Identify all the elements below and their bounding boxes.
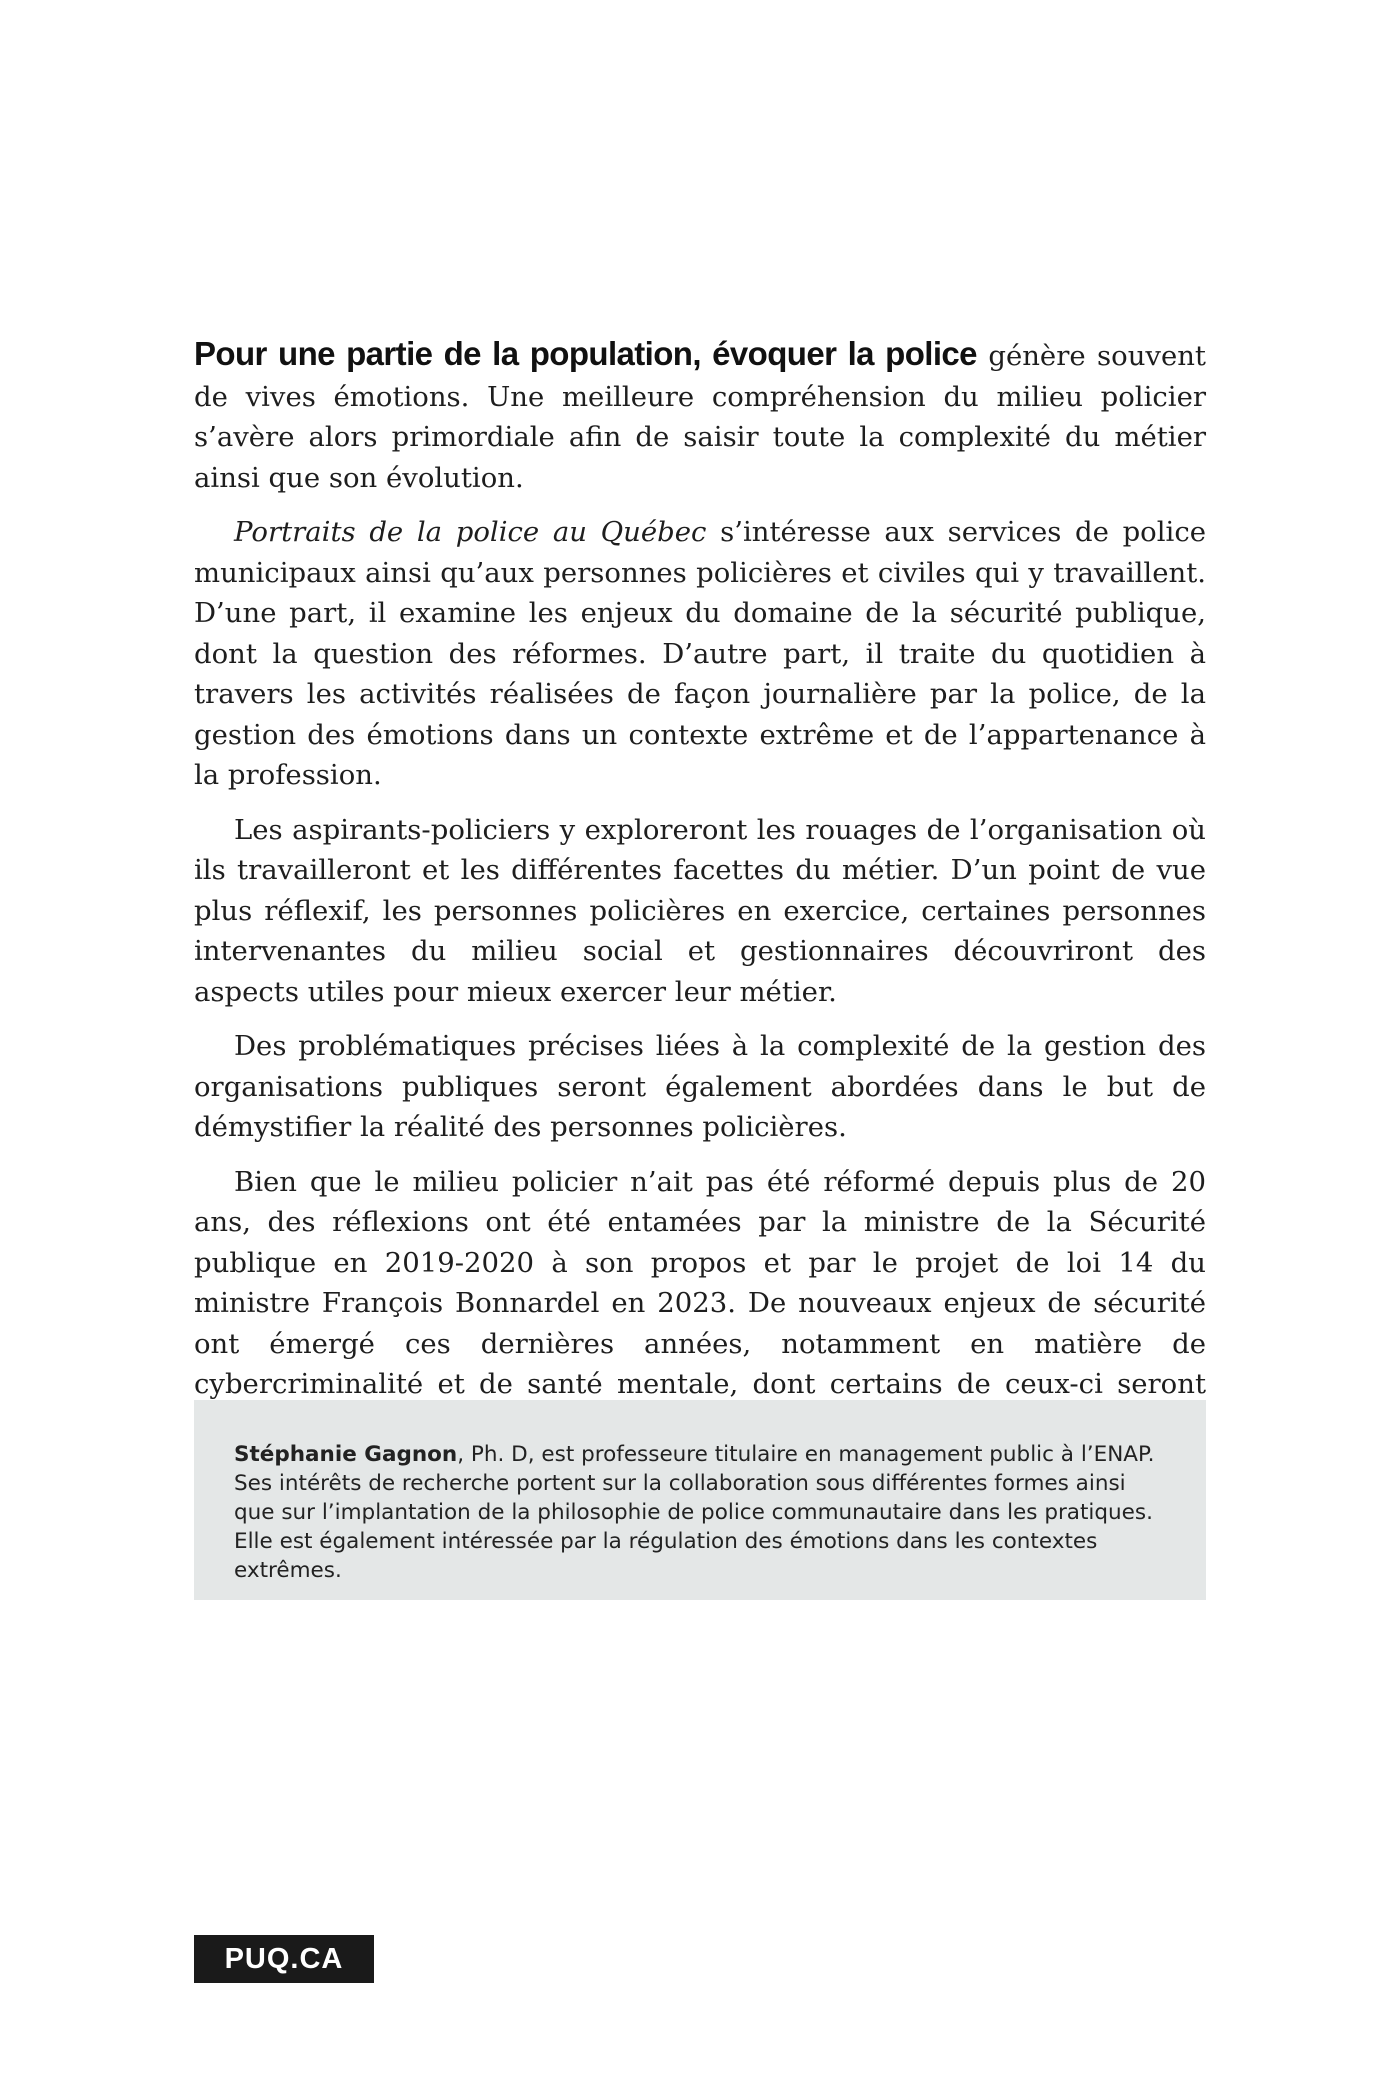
author-bio-text: , Ph. D, est professeure titulaire en management public à l’ENAP. Ses intérêts de recherche portent sur la collaboration sous différentes formes ainsi que sur l’implantation de la philosophie de police communautaire dans les pratiques. Elle est également intéressée par la régulation des émotions dans les contextes extrêmes. bbox=[234, 1442, 1155, 1583]
paragraph-context: Bien que le milieu policier n’ait pas été réformé depuis plus de 20 ans, des réflexions ont été entamées par la ministre de la Sécurité publique en 2019-2020 à son propos et par le projet de loi 14 du ministre François Bonnardel en 2023. De nouveaux enjeux de sécurité ont émergé ces dernières années, notamment en matière de cybercriminalité et de santé mentale, dont certains de ceux-ci seront bbox=[194, 1165, 1206, 1400]
author-name: Stéphanie Gagnon bbox=[234, 1442, 458, 1467]
book-title: Portraits de la police au Québec bbox=[234, 516, 707, 548]
summary-text bbox=[194, 334, 1206, 1459]
publisher-label: PUQ.CA bbox=[224, 1942, 344, 1975]
lead-phrase: Pour une partie de la population, évoquer la police bbox=[194, 335, 977, 372]
paragraph-book-description-text: s’intéresse aux services de police municipaux ainsi qu’aux personnes policières et civiles qui y travaillent. D’une part, il examine les enjeux du domaine de la sécurité publique, dont la question des réformes. D’autre part, il traite du quotidien à travers les activités réalisées de façon journalière par la police, de la gestion des émotions dans un contexte extrême et de l’appartenance à la profession. bbox=[194, 516, 1206, 791]
paragraph-issues: Des problématiques précises liées à la complexité de la gestion des organisations publiques seront également abordées dans le but de démystifier la réalité des personnes policières. bbox=[194, 1030, 1206, 1143]
publisher-logo bbox=[194, 1935, 374, 1983]
paragraph-intro bbox=[194, 334, 1206, 498]
author-bio-box bbox=[194, 1400, 1206, 1600]
paragraph-audience: Les aspirants-policiers y exploreront les rouages de l’organisation où ils travailleront et les différentes facettes du métier. D’un point de vue plus réflexif, les personnes policières en exercice, certaines personnes intervenantes du milieu social et gestionnaires découvriront des aspects utiles pour mieux exercer leur métier. bbox=[194, 813, 1206, 1008]
paragraph-intro-text: génère souvent de vives émotions. Une meilleure compréhension du milieu policier s’avère alors primordiale afin de saisir toute la complexité du métier ainsi que son évolution. bbox=[194, 340, 1206, 494]
paragraph-book-description bbox=[194, 512, 1206, 796]
